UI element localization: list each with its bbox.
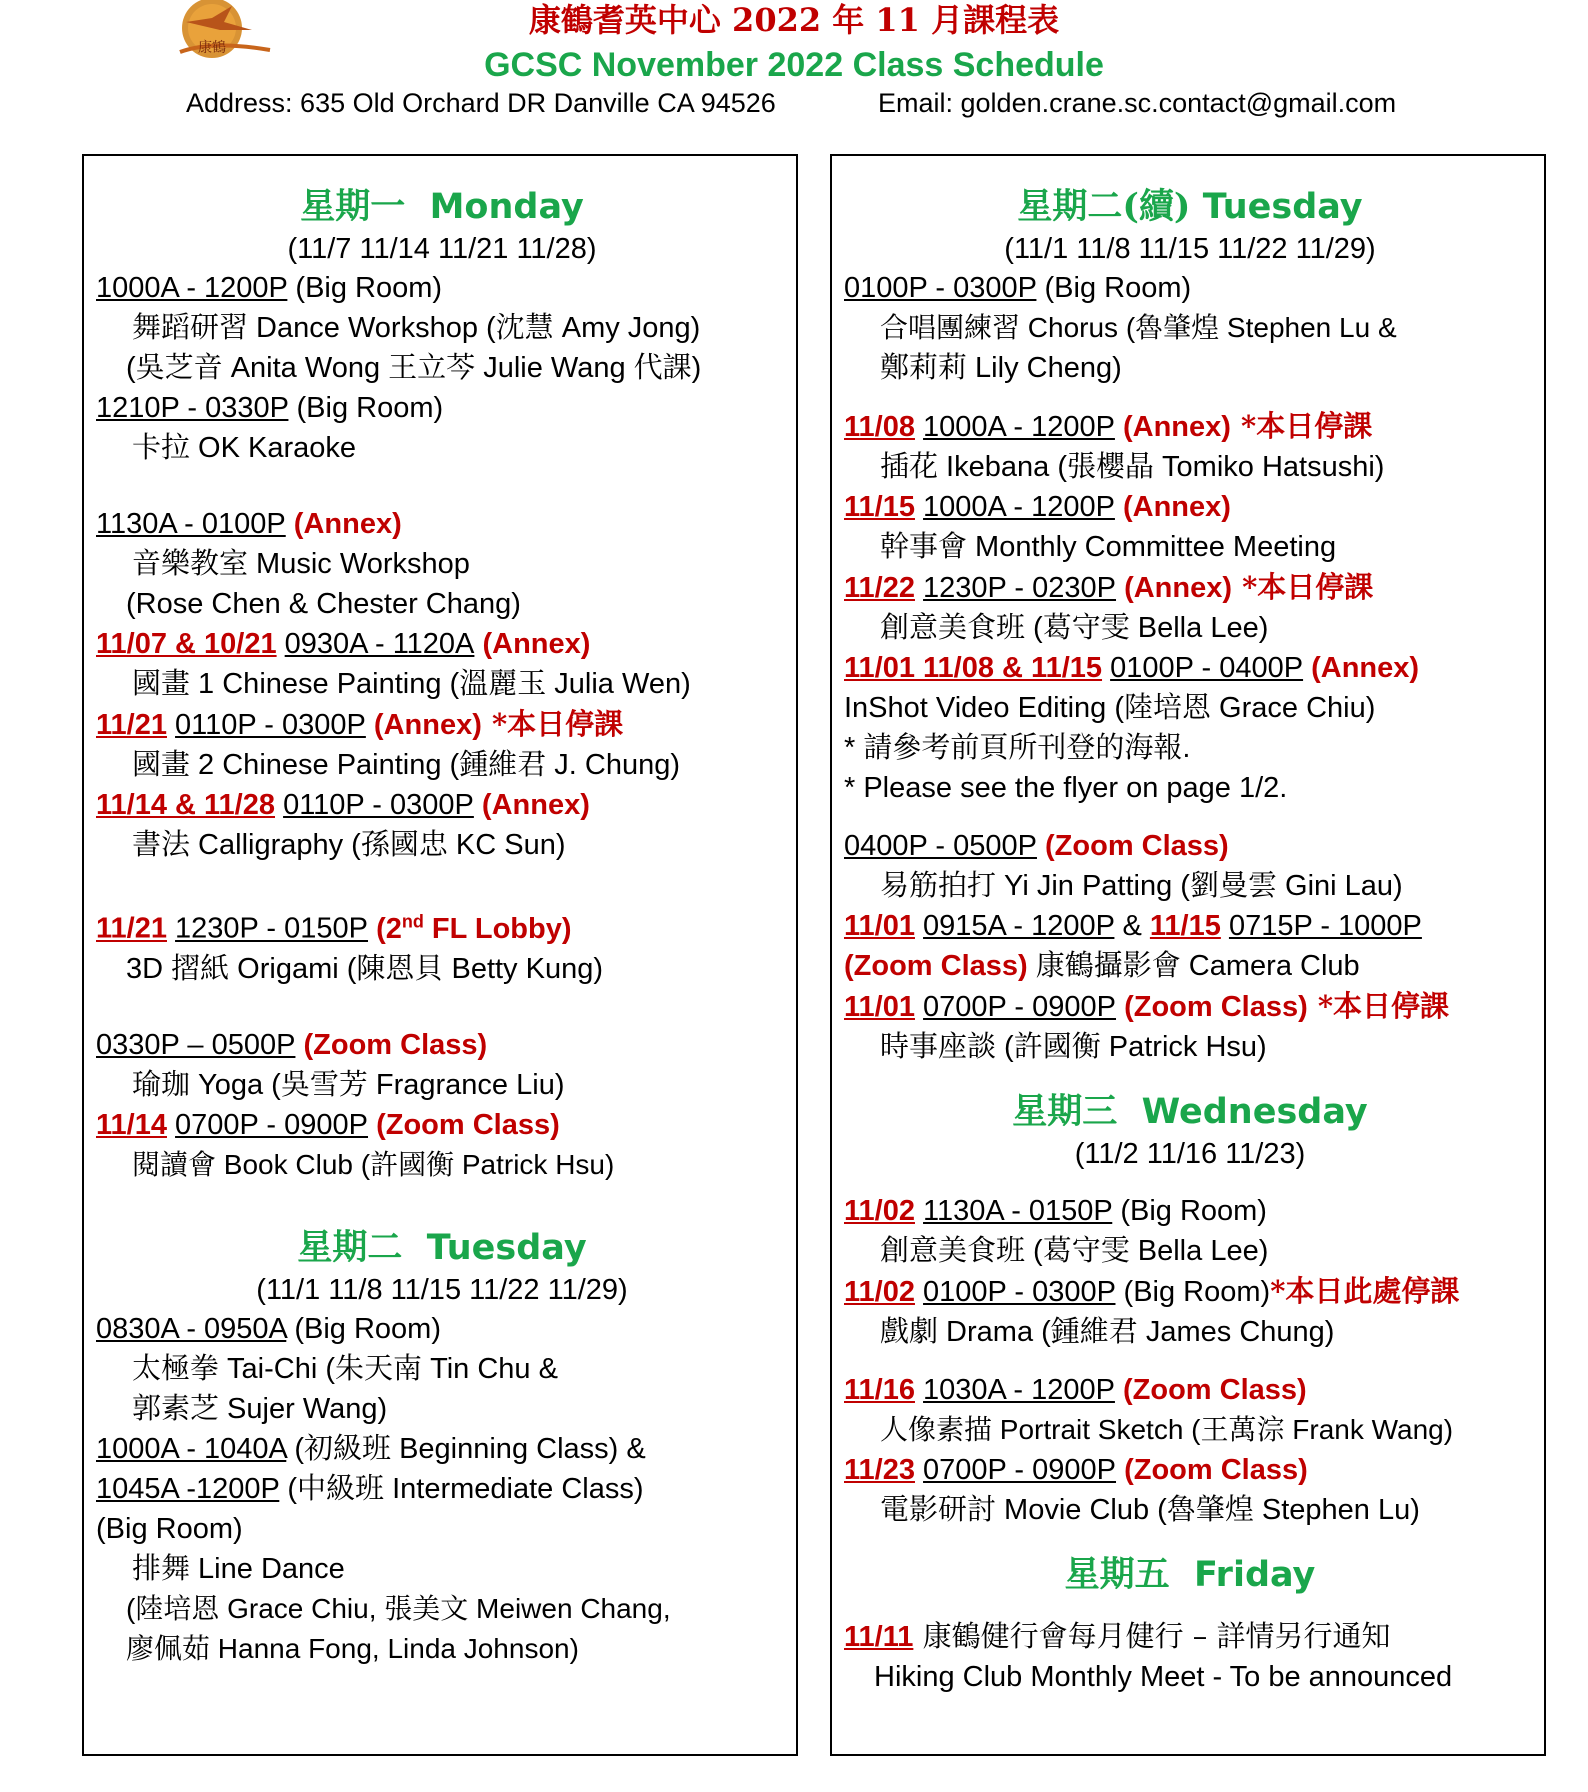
class-time: 1045A -1200P (中級班 Intermediate Class) bbox=[96, 1472, 644, 1505]
class-name: (Zoom Class) 康鶴攝影會 Camera Club bbox=[844, 950, 1360, 982]
tuesday-cont-dates: (11/1 11/8 11/15 11/22 11/29) bbox=[1004, 233, 1376, 265]
address: Address: 635 Old Orchard DR Danville CA 94526 bbox=[186, 88, 776, 118]
monday-dates: (11/7 11/14 11/21 11/28) bbox=[287, 233, 597, 265]
class-note: 鄭莉莉 Lily Cheng) bbox=[880, 352, 1122, 384]
class-time: 11/08 1000A - 1200P (Annex) *本日停課 bbox=[844, 409, 1373, 443]
class-time: 11/02 1130A - 0150P (Big Room) bbox=[844, 1195, 1267, 1227]
class-name: 電影研討 Movie Club (魯肇煌 Stephen Lu) bbox=[880, 1494, 1420, 1526]
class-name: 幹事會 Monthly Committee Meeting bbox=[880, 531, 1337, 563]
class-name: 太極拳 Tai-Chi (朱天南 Tin Chu & bbox=[132, 1352, 558, 1385]
class-time: 1130A - 0100P (Annex) bbox=[96, 508, 402, 540]
class-note: (吳芝音 Anita Wong 王立芩 Julie Wang 代課) bbox=[126, 352, 702, 384]
class-time: 11/14 & 11/28 0110P - 0300P (Annex) bbox=[96, 789, 590, 821]
class-note: * 請參考前頁所刊登的海報. bbox=[844, 732, 1191, 764]
class-name: 書法 Calligraphy (孫國忠 KC Sun) bbox=[132, 829, 566, 861]
class-note: (陸培恩 Grace Chiu, 張美文 Meiwen Chang, bbox=[126, 1592, 671, 1624]
class-room: (Big Room) bbox=[96, 1512, 243, 1545]
class-name: 人像素描 Portrait Sketch (王萬淙 Frank Wang) bbox=[880, 1414, 1454, 1445]
class-name: Hiking Club Monthly Meet - To be announced bbox=[874, 1661, 1453, 1693]
title-chinese: 康鶴耆英中心 2022 年 11 月課程表 bbox=[528, 1, 1060, 39]
class-name: 創意美食班 (葛守雯 Bella Lee) bbox=[880, 612, 1269, 644]
email: Email: golden.crane.sc.contact@gmail.com bbox=[878, 88, 1397, 118]
class-name: 音樂教室 Music Workshop bbox=[132, 548, 470, 580]
tuesday-dates: (11/1 11/8 11/15 11/22 11/29) bbox=[256, 1273, 628, 1306]
class-time: 11/11 康鶴健行會每月健行 – 詳情另行通知 bbox=[844, 1619, 1391, 1653]
class-time: 0400P - 0500P (Zoom Class) bbox=[844, 830, 1229, 862]
tuesday-cont-heading: 星期二(續) Tuesday bbox=[1017, 186, 1363, 227]
class-time: 11/21 0110P - 0300P (Annex) *本日停課 bbox=[96, 707, 624, 741]
class-name: 合唱團練習 Chorus (魯肇煌 Stephen Lu & bbox=[880, 312, 1397, 343]
class-name: 卡拉 OK Karaoke bbox=[132, 432, 357, 464]
right-schedule-panel bbox=[830, 154, 1546, 1756]
friday-heading: 星期五 Friday bbox=[1064, 1554, 1316, 1595]
class-time: 11/22 1230P - 0230P (Annex) *本日停課 bbox=[844, 570, 1374, 604]
class-time: 0330P – 0500P (Zoom Class) bbox=[96, 1028, 488, 1061]
class-time: 11/15 1000A - 1200P (Annex) bbox=[844, 491, 1231, 523]
class-time: 11/16 1030A - 1200P (Zoom Class) bbox=[844, 1374, 1307, 1406]
class-time: 0830A - 0950A (Big Room) bbox=[96, 1312, 441, 1345]
class-time: 11/01 0700P - 0900P (Zoom Class) *本日停課 bbox=[844, 989, 1450, 1023]
logo-text: 康鶴 bbox=[198, 40, 226, 56]
class-time: 11/01 11/08 & 11/15 0100P - 0400P (Annex) bbox=[844, 652, 1420, 684]
tuesday-heading: 星期二 Tuesday bbox=[297, 1226, 587, 1268]
class-name: 插花 Ikebana (張櫻晶 Tomiko Hatsushi) bbox=[880, 451, 1385, 483]
class-note: 廖佩茹 Hanna Fong, Linda Johnson) bbox=[126, 1632, 579, 1664]
class-name: 瑜珈 Yoga (吳雪芳 Fragrance Liu) bbox=[132, 1068, 565, 1101]
class-note: * Please see the flyer on page 1/2. bbox=[844, 772, 1288, 804]
class-name: 創意美食班 (葛守雯 Bella Lee) bbox=[880, 1235, 1269, 1267]
class-time: 0100P - 0300P (Big Room) bbox=[844, 272, 1192, 304]
class-name: 國畫 1 Chinese Painting (溫麗玉 Julia Wen) bbox=[132, 668, 691, 700]
class-time: 11/07 & 10/21 0930A - 1120A (Annex) bbox=[96, 628, 591, 660]
wednesday-dates: (11/2 11/16 11/23) bbox=[1074, 1138, 1306, 1170]
class-name: 戲劇 Drama (鍾維君 James Chung) bbox=[880, 1316, 1335, 1348]
class-time: 11/02 0100P - 0300P (Big Room)*本日此處停課 bbox=[844, 1274, 1460, 1308]
wednesday-heading: 星期三 Wednesday bbox=[1012, 1091, 1368, 1132]
class-time: 11/21 1230P - 0150P (2nd FL Lobby) bbox=[96, 911, 572, 945]
class-name: 時事座談 (許國衡 Patrick Hsu) bbox=[880, 1031, 1267, 1063]
class-name: 閱讀會 Book Club (許國衡 Patrick Hsu) bbox=[132, 1148, 615, 1180]
class-name: 易筋拍打 Yi Jin Patting (劉曼雲 Gini Lau) bbox=[880, 870, 1403, 902]
left-schedule-panel bbox=[82, 154, 798, 1756]
class-time: 11/14 0700P - 0900P (Zoom Class) bbox=[96, 1108, 560, 1141]
class-name: 舞蹈研習 Dance Workshop (沈慧 Amy Jong) bbox=[132, 312, 701, 344]
class-name: 國畫 2 Chinese Painting (鍾維君 J. Chung) bbox=[132, 749, 680, 781]
monday-heading: 星期一 Monday bbox=[300, 186, 584, 227]
class-name: InShot Video Editing (陸培恩 Grace Chiu) bbox=[844, 692, 1376, 724]
class-name: 3D 摺紙 Origami (陳恩貝 Betty Kung) bbox=[126, 952, 603, 985]
class-note: (Rose Chen & Chester Chang) bbox=[126, 588, 521, 620]
title-english: GCSC November 2022 Class Schedule bbox=[484, 46, 1104, 84]
class-name: 排舞 Line Dance bbox=[132, 1552, 345, 1585]
class-time: 1000A - 1200P (Big Room) bbox=[96, 272, 443, 304]
class-time: 1000A - 1040A (初級班 Beginning Class) & bbox=[96, 1432, 646, 1465]
class-time: 11/23 0700P - 0900P (Zoom Class) bbox=[844, 1454, 1308, 1486]
class-note: 郭素芝 Sujer Wang) bbox=[132, 1392, 388, 1425]
class-time: 11/01 0915A - 1200P & 11/15 0715P - 1000P bbox=[844, 910, 1422, 942]
class-time: 1210P - 0330P (Big Room) bbox=[96, 392, 444, 424]
